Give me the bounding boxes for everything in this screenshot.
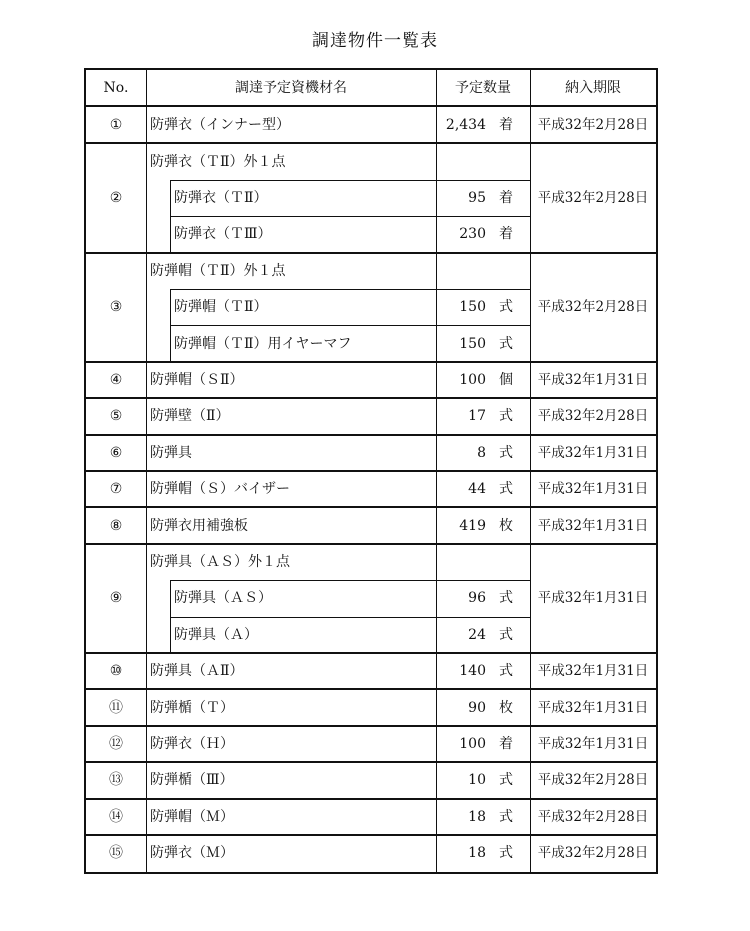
deadline-cell: 平成32年1月31日: [537, 590, 649, 607]
row-number: ⑮: [109, 845, 123, 862]
row-divider: [86, 397, 656, 399]
sub-item-name: 防弾衣（ＴⅡ）: [174, 190, 268, 206]
quantity-unit: 個: [499, 372, 513, 388]
row-divider: [86, 543, 656, 545]
deadline-cell: 平成32年2月28日: [537, 190, 649, 206]
row-divider: [86, 798, 656, 800]
row-number: ⑩: [109, 663, 123, 680]
row-divider: [86, 725, 656, 727]
quantity-unit: 式: [499, 590, 513, 607]
sub-item-name: 防弾帽（ＴⅡ）用イヤーマフ: [174, 335, 352, 352]
deadline-cell: 平成32年2月28日: [537, 845, 649, 862]
sub-row-divider: [170, 289, 530, 290]
quantity-value: 8: [477, 444, 486, 461]
sub-row-divider: [170, 216, 530, 217]
deadline-cell: 平成32年1月31日: [537, 699, 649, 716]
sub-row-divider: [170, 580, 530, 581]
row-divider: [86, 761, 656, 763]
sub-item-name: 防弾帽（ＴⅡ）: [174, 299, 268, 316]
sub-item-name: 防弾具（Ａ）: [174, 626, 258, 643]
quantity-value: 100: [459, 736, 486, 752]
quantity-unit: 着: [499, 190, 513, 206]
header-name: 調達予定資機材名: [235, 80, 347, 96]
item-name: 防弾具（ＡⅡ）: [150, 663, 244, 680]
procurement-table: [84, 68, 658, 874]
item-name: 防弾帽（Ｓ）バイザー: [150, 481, 290, 498]
header-qty: 予定数量: [455, 80, 511, 96]
row-number: ⑬: [109, 772, 123, 789]
quantity-unit: 式: [499, 663, 513, 680]
item-name: 防弾帽（Ｍ）: [150, 808, 234, 825]
quantity-value: 150: [459, 299, 486, 316]
deadline-cell: 平成32年1月31日: [537, 736, 649, 752]
item-name: 防弾壁（Ⅱ）: [150, 408, 230, 425]
quantity-unit: 式: [499, 444, 513, 461]
deadline-cell: 平成32年1月31日: [537, 444, 649, 461]
item-name: 防弾衣（インナー型）: [150, 117, 290, 134]
quantity-value: 419: [459, 517, 486, 534]
quantity-unit: 式: [499, 772, 513, 789]
quantity-value: 18: [468, 808, 486, 825]
row-number: ①: [109, 117, 123, 134]
sub-row-divider: [170, 325, 530, 326]
quantity-unit: 枚: [499, 699, 513, 716]
deadline-cell: 平成32年2月28日: [537, 117, 649, 134]
row-number: ④: [109, 372, 123, 388]
row-divider: [86, 434, 656, 436]
deadline-cell: 平成32年1月31日: [537, 663, 649, 680]
row-divider: [86, 652, 656, 654]
deadline-cell: 平成32年2月28日: [537, 808, 649, 825]
quantity-value: 18: [468, 845, 486, 862]
item-name: 防弾帽（ＴⅡ）外１点: [150, 262, 286, 279]
row-divider: [86, 470, 656, 472]
sub-item-name: 防弾具（ＡＳ）: [174, 590, 272, 607]
row-number: ⑭: [109, 808, 123, 825]
item-name: 防弾楯（Ｔ）: [150, 699, 234, 716]
deadline-cell: 平成32年1月31日: [537, 372, 649, 388]
quantity-value: 90: [468, 699, 486, 716]
row-divider: [86, 142, 656, 144]
sub-item-name: 防弾衣（ＴⅢ）: [174, 226, 272, 243]
quantity-unit: 着: [499, 736, 513, 752]
row-number: ⑪: [109, 699, 123, 716]
deadline-cell: 平成32年2月28日: [537, 299, 649, 316]
item-name: 防弾帽（ＳⅡ）: [150, 372, 244, 388]
sub-row-divider: [170, 180, 530, 181]
header-no: No.: [103, 80, 129, 96]
deadline-cell: 平成32年1月31日: [537, 481, 649, 498]
row-divider: [86, 506, 656, 508]
sub-row-divider: [170, 617, 530, 618]
row-divider: [86, 252, 656, 254]
quantity-unit: 式: [499, 335, 513, 352]
deadline-cell: 平成32年1月31日: [537, 517, 649, 534]
quantity-value: 10: [468, 772, 486, 789]
quantity-unit: 式: [499, 299, 513, 316]
quantity-value: 44: [468, 481, 486, 498]
quantity-value: 95: [468, 190, 486, 206]
quantity-unit: 着: [499, 117, 513, 134]
row-number: ③: [109, 299, 123, 316]
quantity-unit: 式: [499, 408, 513, 425]
item-name: 防弾衣用補強板: [150, 517, 248, 534]
quantity-unit: 枚: [499, 517, 513, 534]
header-deadline: 納入期限: [565, 80, 621, 96]
item-name: 防弾衣（Ｍ）: [150, 845, 234, 862]
row-number: ⑫: [109, 736, 123, 752]
quantity-unit: 式: [499, 626, 513, 643]
item-name: 防弾楯（Ⅲ）: [150, 772, 234, 789]
deadline-cell: 平成32年2月28日: [537, 772, 649, 789]
item-name: 防弾衣（ＴⅡ）外１点: [150, 153, 286, 170]
quantity-value: 100: [459, 372, 486, 388]
deadline-cell: 平成32年2月28日: [537, 408, 649, 425]
quantity-unit: 式: [499, 845, 513, 862]
row-number: ⑨: [109, 590, 123, 607]
quantity-value: 96: [468, 590, 486, 607]
quantity-unit: 着: [499, 226, 513, 243]
row-number: ⑥: [109, 444, 123, 461]
item-name: 防弾具（ＡＳ）外１点: [150, 554, 290, 570]
quantity-value: 230: [459, 226, 486, 243]
row-number: ⑤: [109, 408, 123, 425]
quantity-value: 24: [468, 626, 486, 643]
item-name: 防弾衣（Ｈ）: [150, 736, 234, 752]
quantity-unit: 式: [499, 481, 513, 498]
row-number: ⑦: [109, 481, 123, 498]
quantity-value: 17: [468, 408, 486, 425]
page-title: 調達物件一覧表: [312, 31, 438, 51]
row-number: ⑧: [109, 517, 123, 534]
quantity-value: 2,434: [445, 117, 486, 134]
quantity-value: 140: [459, 663, 486, 680]
quantity-value: 150: [459, 335, 486, 352]
quantity-unit: 式: [499, 808, 513, 825]
row-divider: [86, 834, 656, 836]
header-divider: [86, 105, 656, 107]
row-divider: [86, 361, 656, 363]
item-name: 防弾具: [150, 444, 192, 461]
row-divider: [86, 688, 656, 690]
row-number: ②: [109, 190, 123, 206]
